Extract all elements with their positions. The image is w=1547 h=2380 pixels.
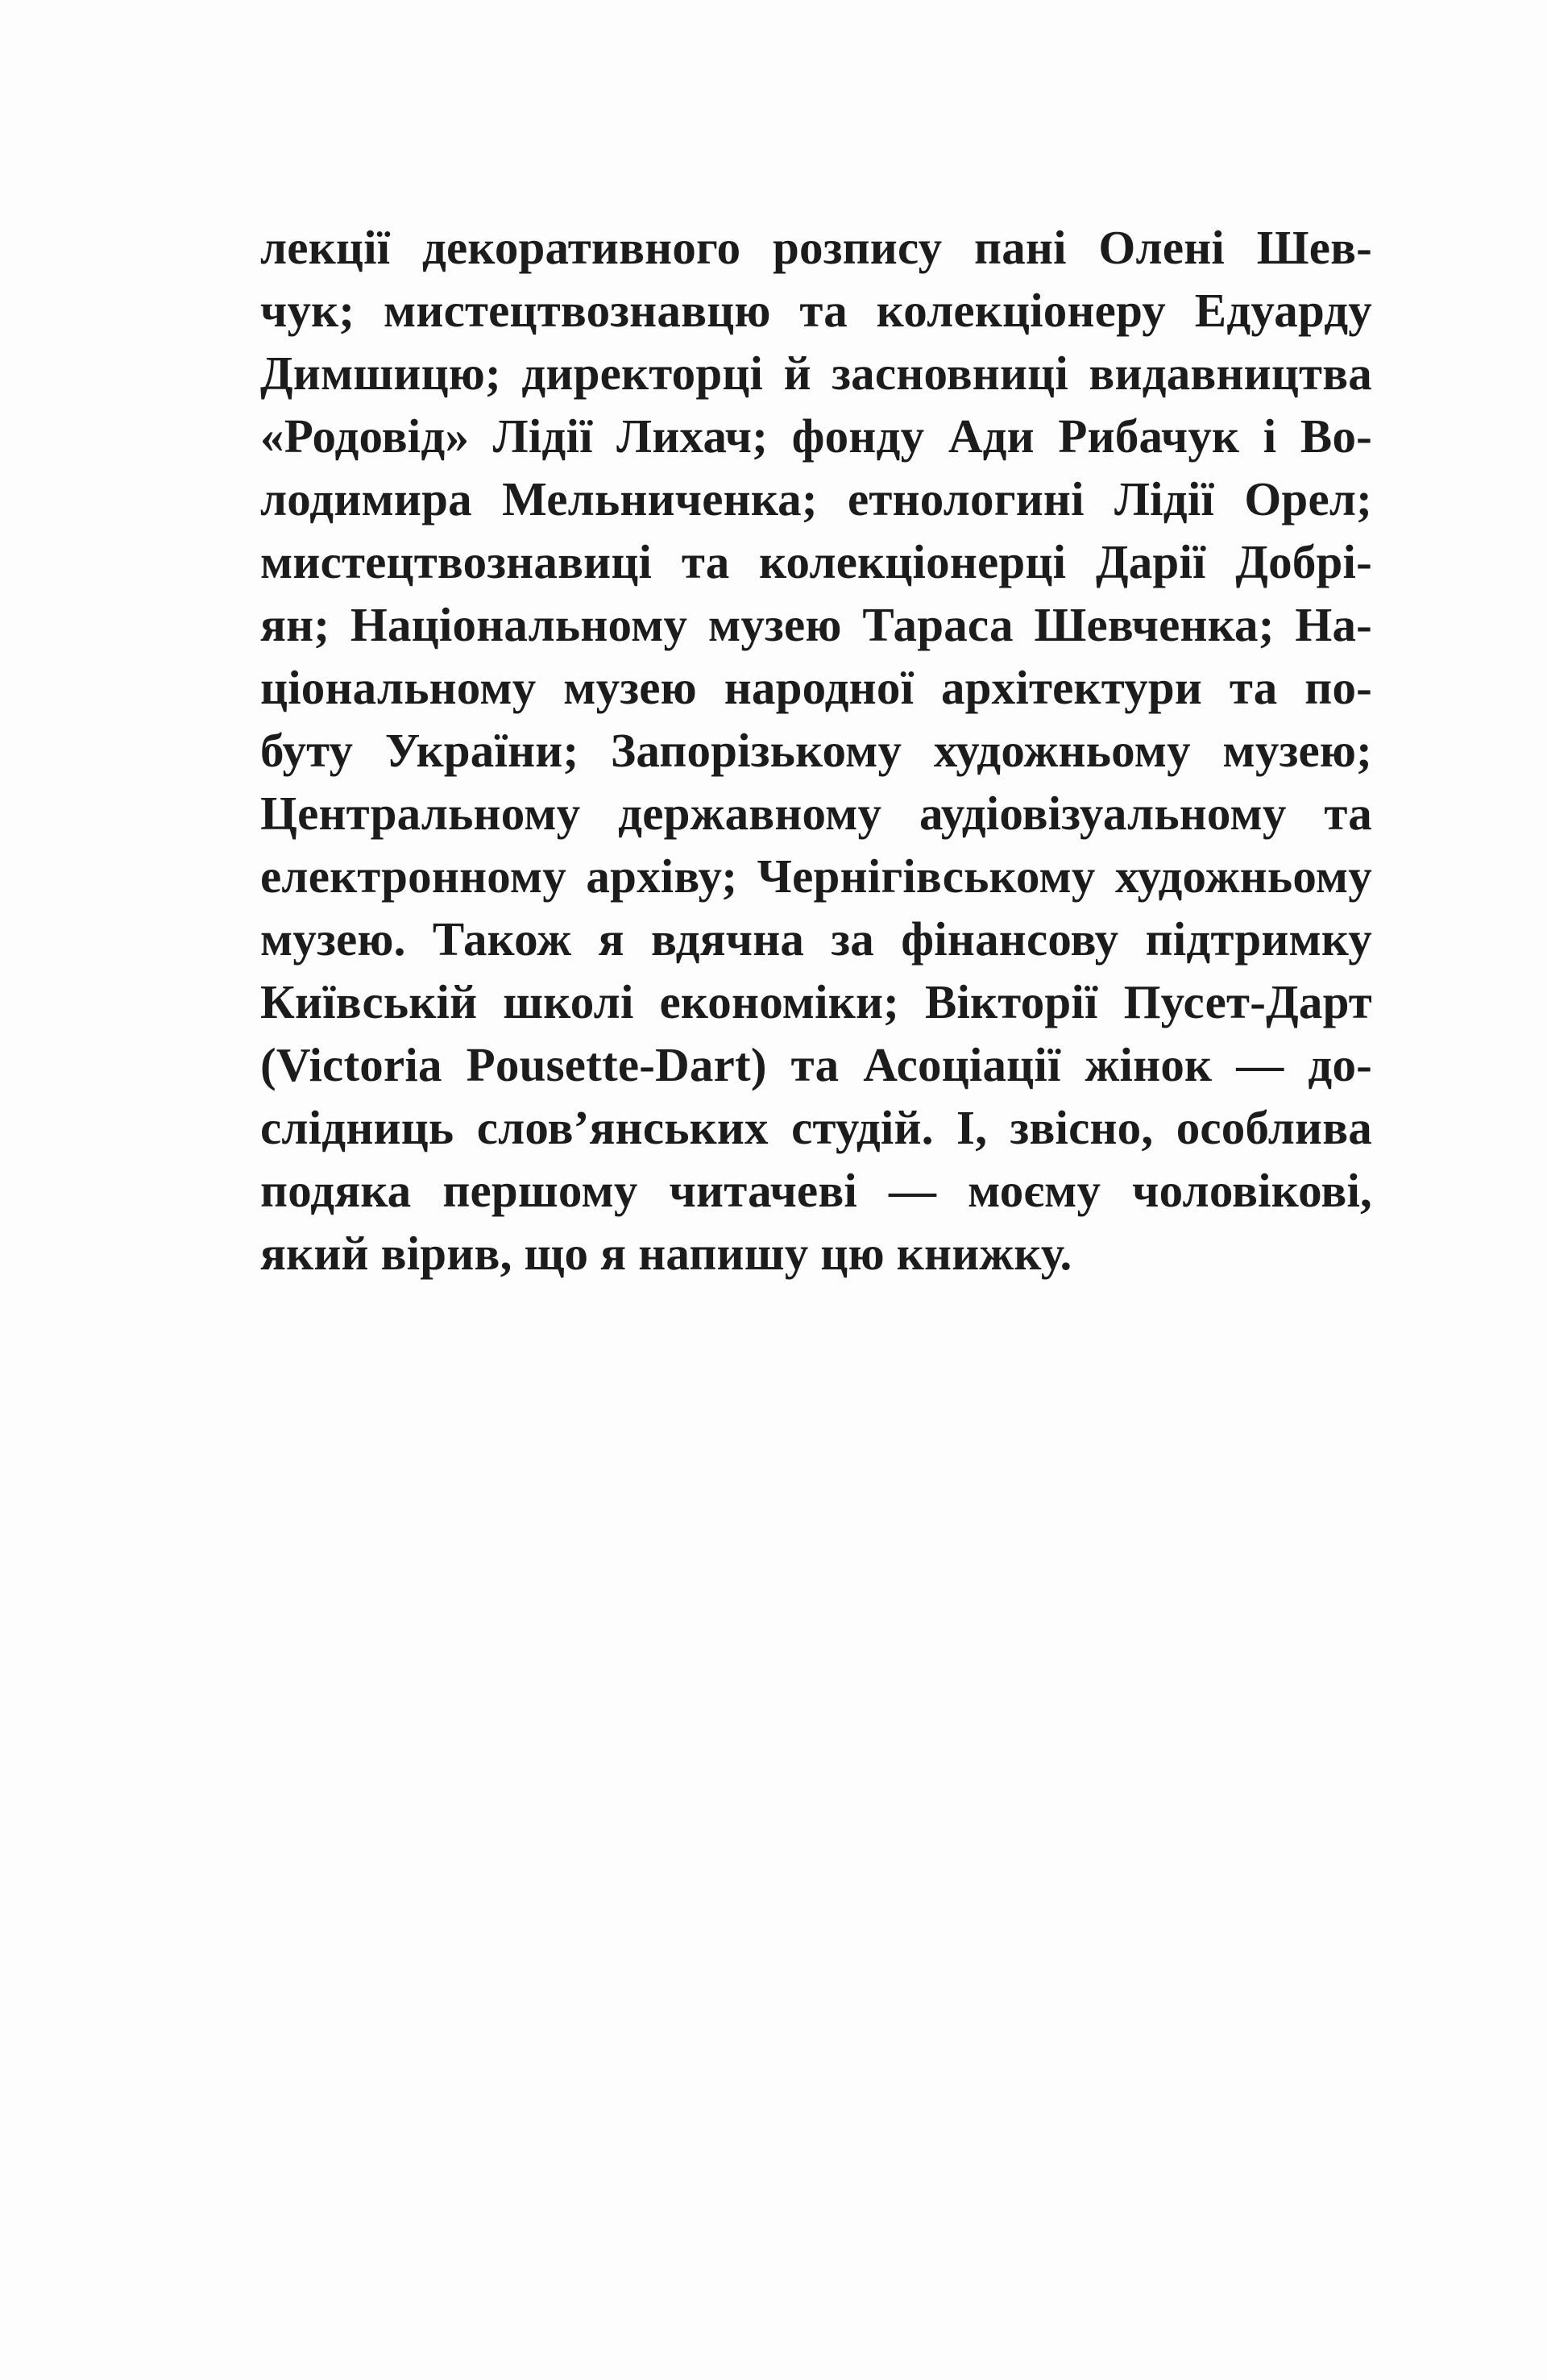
text-line: ціональному музею народної архітектури та по- [260,661,1372,714]
text-line: буту України; Запорізькому художньому музею; [260,724,1372,777]
text-line: Центральному державному аудіовізуальному та [260,787,1372,840]
text-line: ян; Національному музею Тараса Шевченка; На- [260,598,1372,651]
text-line: Київській школі економіки; Вікторії Пусет-Дарт [260,975,1372,1028]
text-line: подяка першому читачеві — моєму чоловікові, [260,1164,1372,1217]
acknowledgments-paragraph [260,216,1372,1285]
text-line: мистецтвознавиці та колекціонерці Дарії Добрі- [260,535,1372,588]
text-line: «Родовід» Лідії Лихач; фонду Ади Рибачук і Во- [260,409,1372,463]
text-line: чук; мистецтвознавцю та колекціонеру Едуарду [260,284,1372,337]
text-line: лекції декоративного розпису пані Олені Шев- [260,221,1372,274]
text-line: музею. Також я вдячна за фінансову підтримку [260,912,1372,966]
text-line: електронному архіву; Чернігівському художньому [260,849,1372,903]
text-line: (Victoria Pousette-Dart) та Асоціації жінок — до- [260,1038,1372,1091]
text-line: лодимира Мельниченка; етнологині Лідії Орел; [260,472,1372,525]
text-line: Димшицю; директорці й засновниці видавництва [260,347,1372,400]
text-line: слідниць слов’янських студій. І, звісно, особлива [260,1101,1372,1154]
text-line: який вірив, що я напишу цю книжку. [260,1227,1072,1280]
